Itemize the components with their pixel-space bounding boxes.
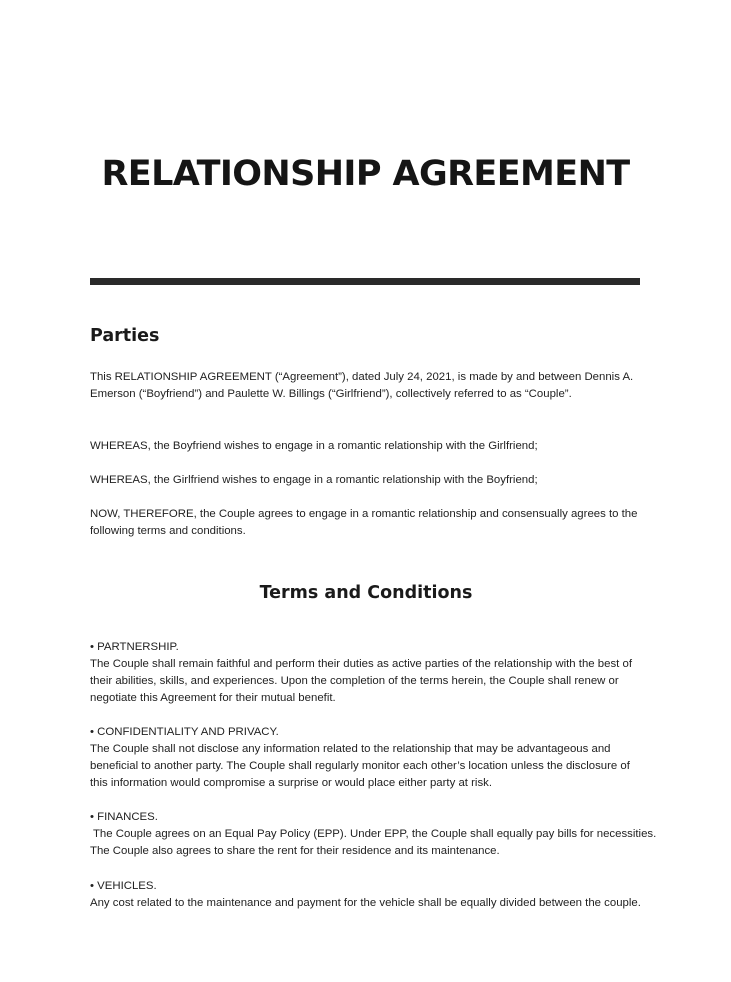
- term-line: The Couple also agrees to share the rent for their residence and its maintenance.: [90, 845, 500, 857]
- term-line: Any cost related to the maintenance and payment for the vehicle shall be equally divided between the couple.: [90, 897, 641, 909]
- parties-intro: [90, 369, 655, 403]
- whereas-girlfriend: WHEREAS, the Girlfriend wishes to engage in a romantic relationship with the Boyfriend;: [90, 474, 538, 486]
- term-line: The Couple shall remain faithful and perform their duties as active parties of the relationship with the best of: [90, 658, 632, 670]
- now-therefore-line-2: following terms and conditions.: [90, 525, 246, 537]
- term-line: their abilities, skills, and experiences. Upon the completion of the terms herein, the Couple shall renew or: [90, 675, 619, 687]
- now-therefore-clause: [90, 506, 655, 540]
- title-divider: [90, 278, 640, 285]
- parties-heading: Parties: [90, 326, 160, 346]
- term-title: • VEHICLES.: [90, 880, 157, 892]
- term-line: The Couple shall not disclose any information related to the relationship that may be advantageous and: [90, 743, 611, 755]
- term-vehicles: [90, 878, 655, 912]
- term-line: beneficial to another party. The Couple shall regularly monitor each other’s location unless the disclosure of: [90, 760, 630, 772]
- term-partnership: [90, 639, 655, 707]
- page-title: RELATIONSHIP AGREEMENT: [101, 154, 630, 194]
- whereas-boyfriend: WHEREAS, the Boyfriend wishes to engage in a romantic relationship with the Girlfriend;: [90, 440, 538, 452]
- parties-intro-line-1: This RELATIONSHIP AGREEMENT (“Agreement”), dated July 24, 2021, is made by and between Dennis A.: [90, 371, 634, 383]
- term-line: The Couple agrees on an Equal Pay Policy (EPP). Under EPP, the Couple shall equally pay bills for necessities.: [90, 828, 657, 840]
- term-line: negotiate this Agreement for their mutual benefit.: [90, 692, 336, 704]
- parties-intro-line-2: Emerson (“Boyfriend”) and Paulette W. Billings (“Girlfriend”), collectively referred to as “Couple”.: [90, 388, 572, 400]
- term-title: • CONFIDENTIALITY AND PRIVACY.: [90, 726, 279, 738]
- term-confidentiality: [90, 724, 655, 792]
- term-line: this information would compromise a surprise or would place either party at risk.: [90, 777, 493, 789]
- terms-heading: Terms and Conditions: [259, 583, 473, 603]
- term-title: • PARTNERSHIP.: [90, 641, 179, 653]
- now-therefore-line-1: NOW, THEREFORE, the Couple agrees to engage in a romantic relationship and consensually agrees to the: [90, 508, 638, 520]
- term-finances: [90, 809, 655, 860]
- term-title: • FINANCES.: [90, 811, 158, 823]
